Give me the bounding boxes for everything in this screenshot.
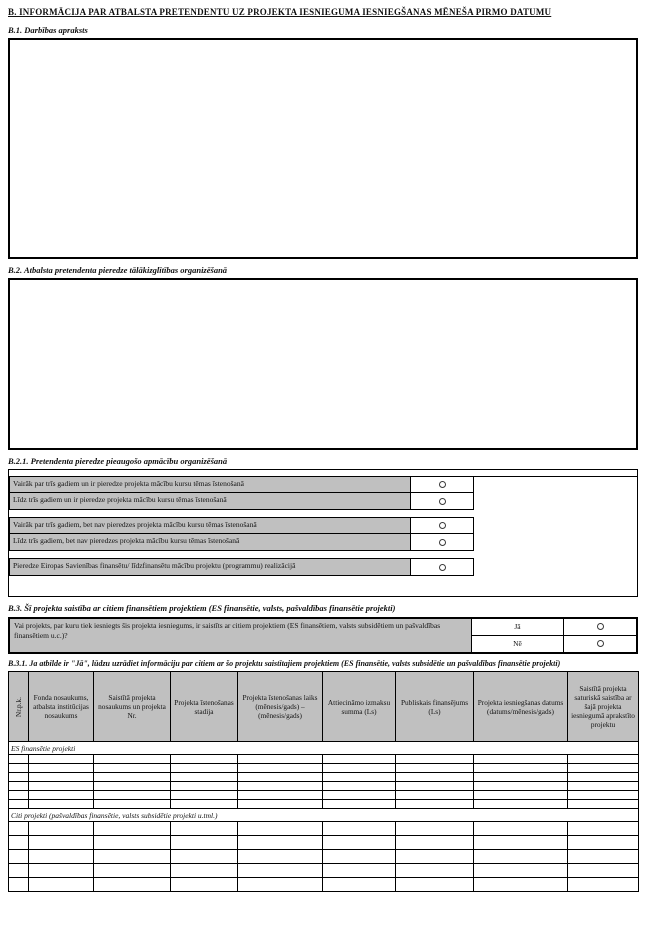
empty-cell[interactable] — [9, 822, 29, 836]
radio-cell[interactable] — [411, 477, 473, 492]
empty-project-row — [9, 822, 639, 836]
radio-button-icon[interactable] — [597, 623, 604, 630]
experience-option-row — [10, 477, 473, 493]
radio-button-icon[interactable] — [439, 539, 446, 546]
empty-cell[interactable] — [171, 878, 238, 892]
empty-cell[interactable] — [9, 864, 29, 878]
empty-cell[interactable] — [323, 782, 396, 791]
answer-row-yes — [472, 619, 636, 636]
radio-cell[interactable] — [411, 534, 473, 550]
section-b31-heading: B.3.1. Ja atbilde ir "Jā", lūdzu uzrādiet informāciju par citiem ar šo projektu saistītajiem projektiem (ES finansētie, valsts subsidētie un pašvaldības finansētie projekti) — [8, 658, 561, 668]
empty-cell[interactable] — [171, 755, 238, 764]
empty-cell[interactable] — [171, 764, 238, 773]
empty-cell[interactable] — [94, 800, 171, 809]
option-yes-label: Jā — [472, 619, 564, 635]
radio-cell[interactable] — [411, 518, 473, 533]
section-b1-heading: B.1. Darbības apraksts — [8, 24, 88, 35]
radio-button-icon[interactable] — [439, 564, 446, 571]
empty-cell[interactable] — [568, 864, 639, 878]
empty-cell[interactable] — [323, 764, 396, 773]
empty-cell[interactable] — [29, 850, 94, 864]
section-b21-heading: B.2.1. Pretendenta pieredze pieaugošo apmācību organizēšanā — [8, 456, 228, 467]
experience-option-label: Līdz trīs gadiem un ir pieredze projekta mācību kursu tēmas īstenošanā — [10, 493, 411, 509]
empty-cell[interactable] — [474, 822, 568, 836]
empty-cell[interactable] — [238, 764, 323, 773]
empty-project-row — [9, 836, 639, 850]
empty-cell[interactable] — [474, 773, 568, 782]
empty-cell[interactable] — [396, 864, 474, 878]
empty-cell[interactable] — [29, 755, 94, 764]
empty-cell[interactable] — [9, 782, 29, 791]
empty-cell[interactable] — [29, 782, 94, 791]
experience-group-1 — [9, 477, 474, 510]
empty-cell[interactable] — [396, 850, 474, 864]
empty-cell[interactable] — [171, 850, 238, 864]
empty-cell[interactable] — [94, 782, 171, 791]
experience-group-2 — [9, 517, 474, 551]
radio-cell[interactable] — [411, 559, 473, 575]
experience-group-3 — [9, 558, 474, 576]
experience-option-label: Vairāk par trīs gadiem, bet nav pieredzes projekta mācību kursu tēmas īstenošanā — [10, 518, 411, 533]
answer-row-no — [472, 636, 636, 652]
empty-cell[interactable] — [474, 755, 568, 764]
empty-cell[interactable] — [9, 764, 29, 773]
col-header-nr: Nr.p.k. — [9, 672, 29, 742]
empty-cell[interactable] — [323, 800, 396, 809]
empty-cell[interactable] — [94, 764, 171, 773]
empty-cell[interactable] — [323, 773, 396, 782]
empty-cell[interactable] — [171, 864, 238, 878]
col-header-public-funding: Publiskais finansējums (Ls) — [396, 672, 474, 742]
empty-cell[interactable] — [171, 836, 238, 850]
empty-cell[interactable] — [238, 791, 323, 800]
empty-cell[interactable] — [29, 864, 94, 878]
empty-project-row — [9, 800, 639, 809]
experience-option-row — [10, 534, 473, 550]
empty-cell[interactable] — [568, 764, 639, 773]
empty-cell[interactable] — [171, 800, 238, 809]
citi-projects-empty-rows — [9, 822, 639, 892]
empty-cell[interactable] — [396, 791, 474, 800]
option-yes-radio-cell[interactable] — [564, 619, 636, 635]
empty-cell[interactable] — [474, 782, 568, 791]
empty-cell[interactable] — [9, 800, 29, 809]
empty-cell[interactable] — [171, 791, 238, 800]
empty-cell[interactable] — [29, 773, 94, 782]
experience-option-label: Vairāk par trīs gadiem un ir pieredze projekta mācību kursu tēmas īstenošanā — [10, 477, 411, 492]
empty-cell[interactable] — [94, 773, 171, 782]
related-projects-table — [8, 671, 639, 892]
empty-cell[interactable] — [323, 850, 396, 864]
empty-cell[interactable] — [238, 850, 323, 864]
section-b2-heading: B.2. Atbalsta pretendenta pieredze tālākizglītības organizēšanā — [8, 264, 228, 275]
empty-cell[interactable] — [568, 800, 639, 809]
es-projects-empty-rows — [9, 755, 639, 809]
empty-cell[interactable] — [94, 822, 171, 836]
experience-option-label: Pieredze Eiropas Savienības finansētu/ līdzfinansētu mācību projektu (programmu) realizācijā — [10, 559, 411, 575]
empty-cell[interactable] — [323, 864, 396, 878]
empty-cell[interactable] — [238, 773, 323, 782]
empty-cell[interactable] — [238, 782, 323, 791]
option-no-radio-cell[interactable] — [564, 636, 636, 652]
radio-cell[interactable] — [411, 493, 473, 509]
b3-question-text: Vai projekts, par kuru tiek iesniegts šis projekta iesniegums, ir saistīts ar citiem projektiem (ES finansētiem, valsts subsidētiem un pašvaldības finansētiem u.c.)? — [10, 619, 472, 652]
empty-cell[interactable] — [238, 864, 323, 878]
empty-cell[interactable] — [474, 850, 568, 864]
empty-project-row — [9, 782, 639, 791]
radio-button-icon[interactable] — [439, 498, 446, 505]
empty-cell[interactable] — [568, 822, 639, 836]
b1-description-input-box[interactable] — [8, 38, 638, 259]
section-b3-heading: B.3. Šī projekta saistība ar citiem finansētiem projektiem (ES finansētie, valsts, pašvaldības finansētie projekti) — [8, 603, 396, 614]
experience-option-label: Līdz trīs gadiem, bet nav pieredzes projekta mācību kursu tēmas īstenošanā — [10, 534, 411, 550]
page-title: B. INFORMĀCIJA PAR ATBALSTA PRETENDENTU UZ PROJEKTA IESNIEGUMA IESNIEGŠANAS MĒNEŠA PIRMO DATUMU — [8, 7, 552, 17]
empty-cell[interactable] — [29, 836, 94, 850]
empty-cell[interactable] — [568, 791, 639, 800]
empty-cell[interactable] — [29, 791, 94, 800]
table-spacer-row — [9, 470, 637, 477]
empty-cell[interactable] — [474, 764, 568, 773]
es-projects-group-label: ES finansētie projekti — [9, 742, 639, 755]
empty-cell[interactable] — [171, 773, 238, 782]
empty-cell[interactable] — [396, 755, 474, 764]
empty-cell[interactable] — [323, 791, 396, 800]
experience-option-row — [10, 559, 473, 575]
empty-project-row — [9, 764, 639, 773]
citi-projects-group-label: Citi projekti (pašvaldības finansētie, valsts subsidētie projekti u.tml.) — [9, 809, 639, 822]
empty-project-row — [9, 773, 639, 782]
empty-cell[interactable] — [9, 791, 29, 800]
empty-project-row — [9, 755, 639, 764]
empty-cell[interactable] — [396, 800, 474, 809]
empty-cell[interactable] — [568, 773, 639, 782]
col-header-stage: Projekta īstenošanas stadija — [171, 672, 238, 742]
empty-cell[interactable] — [568, 836, 639, 850]
empty-cell[interactable] — [568, 782, 639, 791]
empty-cell[interactable] — [396, 773, 474, 782]
empty-cell[interactable] — [94, 864, 171, 878]
empty-cell[interactable] — [238, 836, 323, 850]
projects-table-header-row — [9, 672, 639, 742]
empty-cell[interactable] — [94, 878, 171, 892]
empty-cell[interactable] — [238, 800, 323, 809]
b2-experience-input-box[interactable] — [8, 278, 638, 450]
empty-cell[interactable] — [568, 878, 639, 892]
empty-cell[interactable] — [323, 822, 396, 836]
empty-cell[interactable] — [9, 878, 29, 892]
empty-cell[interactable] — [396, 764, 474, 773]
empty-cell[interactable] — [568, 850, 639, 864]
experience-option-row — [10, 518, 473, 534]
col-header-content-relation: Saistītā projekta saturiskā saistība ar šajā projekta iesniegumā aprakstīto projektu — [568, 672, 639, 742]
col-header-submission-date: Projekta iesniegšanas datums (datums/mēnesis/gads) — [474, 672, 568, 742]
empty-cell[interactable] — [396, 782, 474, 791]
group-label-row-citi — [9, 809, 639, 822]
empty-cell[interactable] — [29, 878, 94, 892]
b3-answer-options — [472, 619, 636, 652]
empty-cell[interactable] — [568, 755, 639, 764]
radio-button-icon[interactable] — [597, 640, 604, 647]
empty-cell[interactable] — [238, 755, 323, 764]
empty-cell[interactable] — [474, 791, 568, 800]
empty-cell[interactable] — [9, 773, 29, 782]
empty-cell[interactable] — [94, 850, 171, 864]
empty-cell[interactable] — [94, 791, 171, 800]
empty-cell[interactable] — [94, 755, 171, 764]
col-header-implementation-time: Projekta īstenošanas laiks (mēnesis/gads) – (mēnesis/gads) — [238, 672, 323, 742]
empty-cell[interactable] — [474, 864, 568, 878]
empty-cell[interactable] — [474, 800, 568, 809]
empty-cell[interactable] — [396, 822, 474, 836]
empty-cell[interactable] — [323, 836, 396, 850]
col-header-fund-name: Fonda nosaukums, atbalsta institūcijas nosaukums — [29, 672, 94, 742]
empty-cell[interactable] — [171, 782, 238, 791]
empty-cell[interactable] — [29, 822, 94, 836]
empty-cell[interactable] — [474, 878, 568, 892]
empty-cell[interactable] — [474, 836, 568, 850]
option-no-label: Nē — [472, 636, 564, 652]
empty-cell[interactable] — [323, 755, 396, 764]
col-header-eligible-costs: Attiecināmo izmaksu summa (Ls) — [323, 672, 396, 742]
empty-cell[interactable] — [9, 755, 29, 764]
experience-options-table — [8, 469, 638, 597]
empty-cell[interactable] — [396, 878, 474, 892]
group-label-row-es — [9, 742, 639, 755]
empty-cell[interactable] — [94, 836, 171, 850]
b3-question-table — [8, 617, 638, 654]
empty-cell[interactable] — [396, 836, 474, 850]
experience-option-row — [10, 493, 473, 509]
empty-cell[interactable] — [171, 822, 238, 836]
empty-cell[interactable] — [238, 822, 323, 836]
empty-cell[interactable] — [29, 800, 94, 809]
radio-button-icon[interactable] — [439, 481, 446, 488]
empty-cell[interactable] — [238, 878, 323, 892]
empty-project-row — [9, 864, 639, 878]
empty-project-row — [9, 850, 639, 864]
empty-project-row — [9, 878, 639, 892]
empty-cell[interactable] — [9, 850, 29, 864]
radio-button-icon[interactable] — [439, 522, 446, 529]
empty-cell[interactable] — [9, 836, 29, 850]
col-header-project-name: Saistītā projekta nosaukums un projekta Nr. — [94, 672, 171, 742]
empty-cell[interactable] — [323, 878, 396, 892]
empty-cell[interactable] — [29, 764, 94, 773]
empty-project-row — [9, 791, 639, 800]
